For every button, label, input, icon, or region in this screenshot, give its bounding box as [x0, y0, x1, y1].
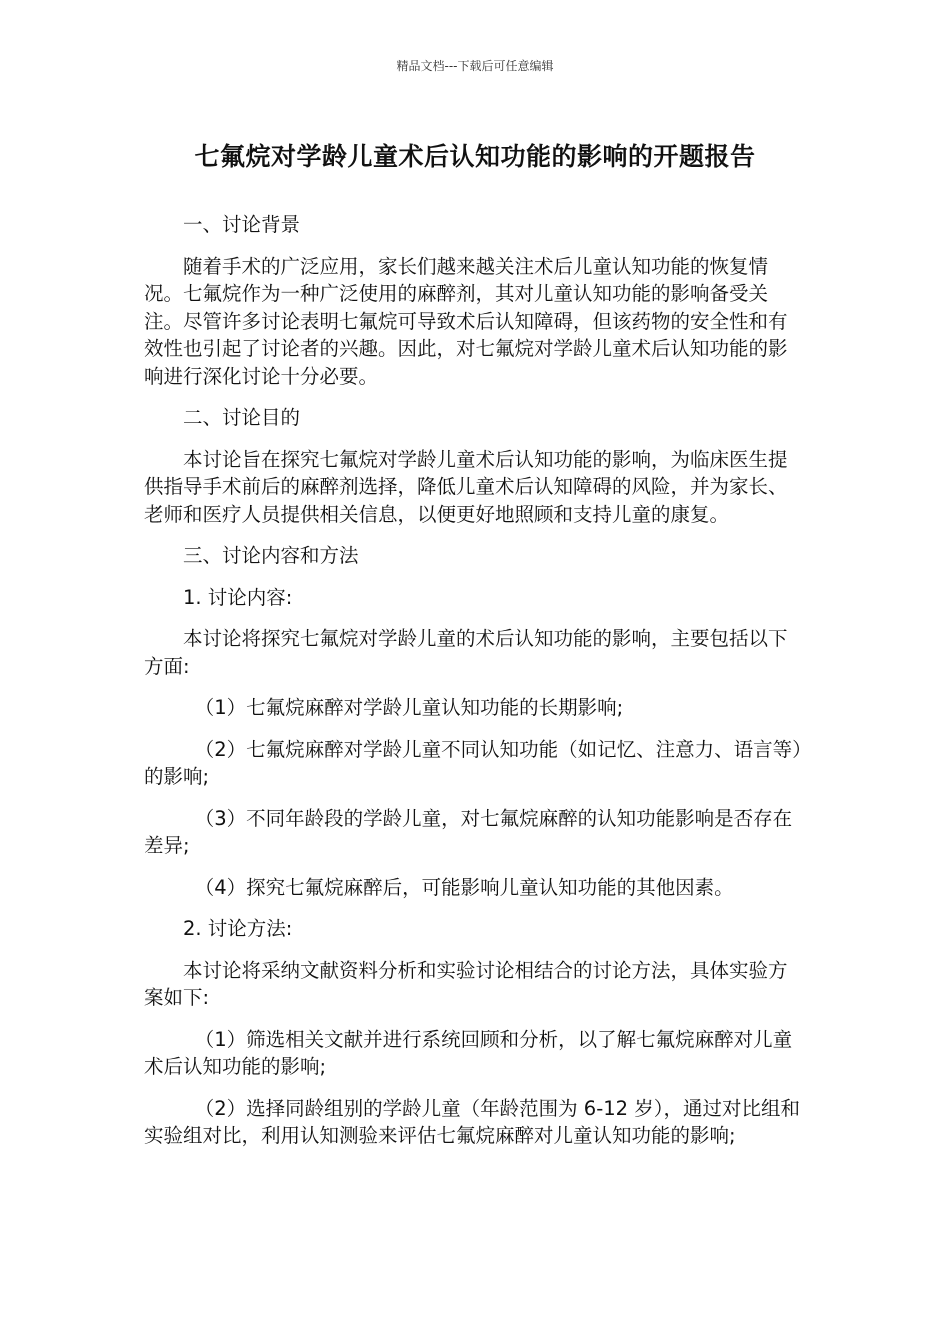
section-heading-purpose: 二、讨论目的 — [183, 406, 301, 429]
document-body — [144, 211, 806, 1164]
methods-item: （1）筛选相关文献并进行系统回顾和分析，以了解七氟烷麻醉对儿童术后认知功能的影响; — [144, 1027, 793, 1078]
content-item: （4）探究七氟烷麻醉后，可能影响儿童认知功能的其他因素。 — [194, 875, 734, 899]
section-heading-content-methods: 三、讨论内容和方法 — [183, 544, 359, 567]
section-heading-background: 一、讨论背景 — [183, 213, 301, 236]
content-paragraph: 本讨论将探究七氟烷对学龄儿童的术后认知功能的影响，主要包括以下方面: — [144, 627, 788, 678]
content-item: （3）不同年龄段的学龄儿童，对七氟烷麻醉的认知功能影响是否存在差异; — [144, 806, 793, 857]
methods-item: （2）选择同龄组别的学龄儿童（年龄范围为 6-12 岁），通过对比组和实验组对比，利用认知测验来评估七氟烷麻醉对儿童认知功能的影响; — [144, 1096, 800, 1147]
background-paragraph: 随着手术的广泛应用，家长们越来越关注术后儿童认知功能的恢复情况。七氟烷作为一种广泛使用的麻醉剂，其对儿童认知功能的影响备受关注。尽管许多讨论表明七氟烷可导致术后认知障碍，但该药物的安全性和有效性也引起了讨论者的兴趣。因此，对七氟烷对学龄儿童术后认知功能的影响进行深化讨论十分必要。 — [144, 254, 788, 388]
content-item: （2）七氟烷麻醉对学龄儿童不同认知功能（如记忆、注意力、语言等）的影响; — [144, 737, 802, 788]
subheading-methods: 2. 讨论方法: — [183, 917, 293, 940]
subheading-content: 1. 讨论内容: — [183, 585, 293, 609]
document-title: 七氟烷对学龄儿童术后认知功能的影响的开题报告 — [194, 142, 756, 171]
methods-paragraph: 本讨论将采纳文献资料分析和实验讨论相结合的讨论方法，具体实验方案如下: — [144, 958, 788, 1009]
purpose-paragraph: 本讨论旨在探究七氟烷对学龄儿童术后认知功能的影响，为临床医生提供指导手术前后的麻醉剂选择，降低儿童术后认知障碍的风险，并为家长、老师和医疗人员提供相关信息，以便更好地照顾和支持儿童的康复。 — [144, 447, 788, 526]
page-header: 精品文档---下载后可任意编辑 — [396, 59, 554, 73]
content-item: （1）七氟烷麻醉对学龄儿童认知功能的长期影响; — [194, 696, 624, 719]
